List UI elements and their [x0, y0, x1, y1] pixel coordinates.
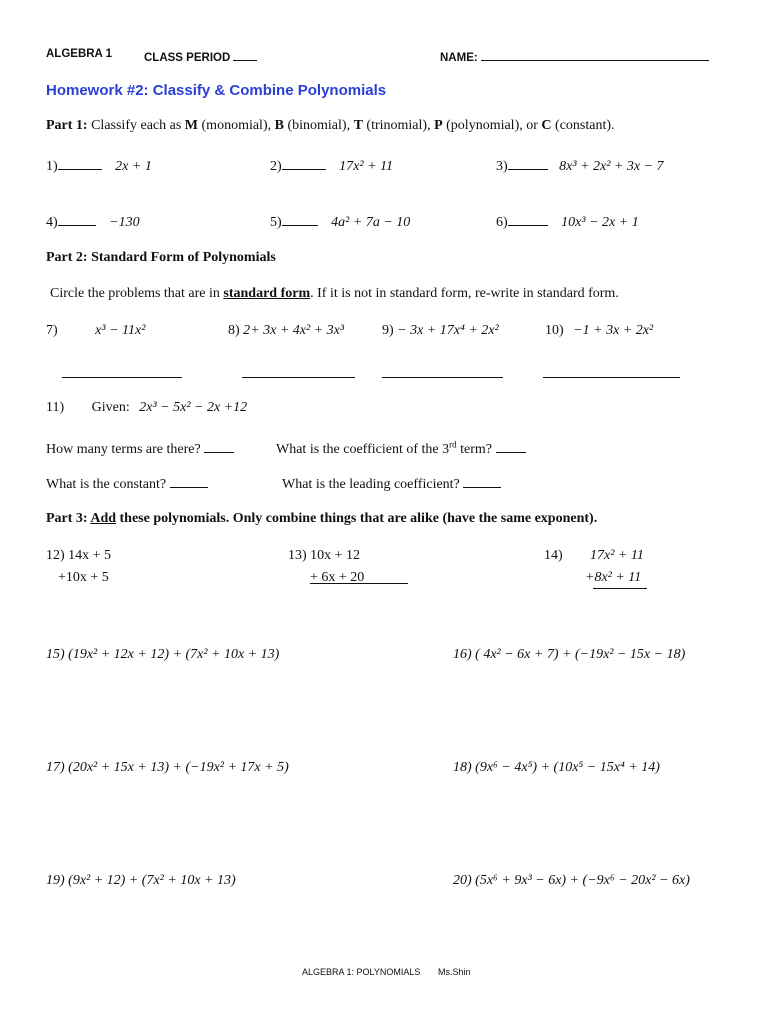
problem-expression: 2+ 3x + 4x² + 3x³ — [243, 323, 345, 338]
problem-8 — [228, 323, 344, 339]
problem-11 — [46, 400, 247, 416]
rewrite-line-10[interactable] — [543, 377, 680, 378]
answer-blank[interactable] — [282, 157, 326, 170]
answer-blank[interactable] — [58, 157, 102, 170]
problem-14-top: 17x² + 11 — [590, 548, 644, 563]
part1-text: (polynomial), or — [442, 118, 542, 133]
problem-expression: −1 + 3x + 2x² — [573, 323, 654, 338]
problem-16: 16) ( 4x² − 6x + 7) + (−19x² − 15x − 18) — [453, 647, 686, 662]
part3-heading — [46, 511, 597, 527]
problem-12-top: 12) 14x + 5 — [46, 548, 112, 563]
question-constant — [46, 475, 208, 493]
problem-13-sum-line — [310, 583, 408, 584]
problem-1 — [46, 157, 152, 175]
problem-14-number: 14) — [544, 548, 563, 563]
part3-heading-text: Part 3: — [46, 511, 91, 526]
class-period-text: CLASS PERIOD — [144, 52, 231, 64]
problem-expression: 4a² + 7a − 10 — [331, 215, 411, 230]
part1-t: T — [353, 118, 363, 133]
standard-form-emphasis: standard form — [223, 286, 311, 301]
problem-10 — [545, 323, 653, 339]
problem-expression: 8x³ + 2x² + 3x − 7 — [559, 159, 664, 174]
problem-14-sum-line — [593, 588, 647, 589]
class-period-label — [144, 48, 257, 64]
problem-number: 5) — [270, 215, 282, 230]
problem-expression: 2x + 1 — [115, 159, 152, 174]
problem-number: 10) — [545, 323, 564, 338]
problem-13-bottom: + 6x + 20 — [310, 570, 365, 585]
name-field — [440, 48, 709, 64]
part1-b: B — [274, 118, 284, 133]
problem-6 — [496, 213, 639, 231]
name-blank[interactable] — [481, 48, 709, 61]
part1-c: C — [541, 118, 552, 133]
question-text: term? — [456, 442, 492, 457]
answer-blank[interactable] — [282, 213, 318, 226]
problem-12-bottom: +10x + 5 — [58, 570, 109, 585]
part1-text: Classify each as — [91, 118, 185, 133]
answer-blank[interactable] — [463, 475, 501, 488]
footer-teacher: Ms.Shin — [438, 967, 471, 977]
course-label: ALGEBRA 1 — [46, 48, 113, 60]
problem-17: 17) (20x² + 15x + 13) + (−19x² + 17x + 5) — [46, 760, 289, 775]
rewrite-line-9[interactable] — [382, 377, 503, 378]
question-terms — [46, 440, 234, 458]
problem-expression: 17x² + 11 — [339, 159, 393, 174]
page-title: Homework #2: Classify & Combine Polynomials — [46, 82, 387, 99]
problem-7 — [46, 323, 145, 339]
answer-blank[interactable] — [508, 213, 548, 226]
problem-number: 2) — [270, 159, 282, 174]
problem-number: 1) — [46, 159, 58, 174]
question-leading — [282, 475, 501, 493]
problem-expression: −130 — [109, 215, 140, 230]
part1-text: (binomial), — [283, 118, 354, 133]
question-text: What is the constant? — [46, 477, 167, 492]
problem-number: 4) — [46, 215, 58, 230]
part2-instruction-text: Circle the problems that are in — [50, 286, 224, 301]
problem-expression: − 3x + 17x⁴ + 2x² — [397, 323, 499, 338]
question-text: What is the coefficient of the 3 — [276, 442, 450, 457]
footer-course: ALGEBRA 1: POLYNOMIALS — [302, 967, 421, 977]
given-label: Given: — [91, 400, 130, 415]
answer-blank[interactable] — [170, 475, 208, 488]
answer-blank[interactable] — [496, 440, 526, 453]
problem-expression: x³ − 11x² — [95, 323, 146, 338]
problem-number: 9) — [382, 323, 394, 338]
problem-4 — [46, 213, 140, 231]
problem-number: 6) — [496, 215, 508, 230]
problem-number: 7) — [46, 323, 58, 338]
problem-9 — [382, 323, 499, 339]
part2-instruction — [50, 286, 619, 302]
problem-number: 8) — [228, 323, 240, 338]
answer-blank[interactable] — [58, 213, 96, 226]
problem-18: 18) (9x⁶ − 4x⁵) + (10x⁵ − 15x⁴ + 14) — [453, 760, 660, 775]
class-period-blank[interactable] — [233, 48, 257, 61]
part1-text: (constant). — [551, 118, 615, 133]
part1-instruction — [46, 118, 615, 134]
part2-instruction-text: . If it is not in standard form, re-write in standard form. — [310, 286, 619, 301]
question-text: What is the leading coefficient? — [282, 477, 460, 492]
rewrite-line-7[interactable] — [62, 377, 182, 378]
problem-19: 19) (9x² + 12) + (7x² + 10x + 13) — [46, 873, 236, 888]
problem-13-top: 13) 10x + 12 — [288, 548, 361, 563]
problem-number: 11) — [46, 400, 65, 415]
problem-14-bottom: +8x² + 11 — [585, 570, 642, 585]
part2-heading: Part 2: Standard Form of Polynomials — [46, 250, 276, 265]
answer-blank[interactable] — [204, 440, 234, 453]
part3-heading-text: these polynomials. Only combine things that are alike (have the same exponent). — [116, 511, 598, 526]
problem-3 — [496, 157, 664, 175]
part1-p: P — [434, 118, 443, 133]
problem-expression: 10x³ − 2x + 1 — [561, 215, 639, 230]
problem-20: 20) (5x⁶ + 9x³ − 6x) + (−9x⁶ − 20x² − 6x) — [453, 873, 690, 888]
part1-text: (trinomial), — [362, 118, 435, 133]
rewrite-line-8[interactable] — [242, 377, 355, 378]
question-coefficient — [276, 440, 526, 458]
problem-15: 15) (19x² + 12x + 12) + (7x² + 10x + 13) — [46, 647, 280, 662]
problem-number: 3) — [496, 159, 508, 174]
question-text: How many terms are there? — [46, 442, 201, 457]
given-expression: 2x³ − 5x² − 2x +12 — [139, 400, 248, 415]
problem-5 — [270, 213, 410, 231]
part1-label: Part 1: — [46, 118, 88, 133]
part1-m: M — [184, 118, 199, 133]
answer-blank[interactable] — [508, 157, 548, 170]
add-emphasis: Add — [90, 511, 117, 526]
problem-2 — [270, 157, 393, 175]
part1-text: (monomial), — [198, 118, 275, 133]
name-label: NAME: — [440, 52, 478, 64]
ordinal-suffix: rd — [449, 439, 457, 450]
